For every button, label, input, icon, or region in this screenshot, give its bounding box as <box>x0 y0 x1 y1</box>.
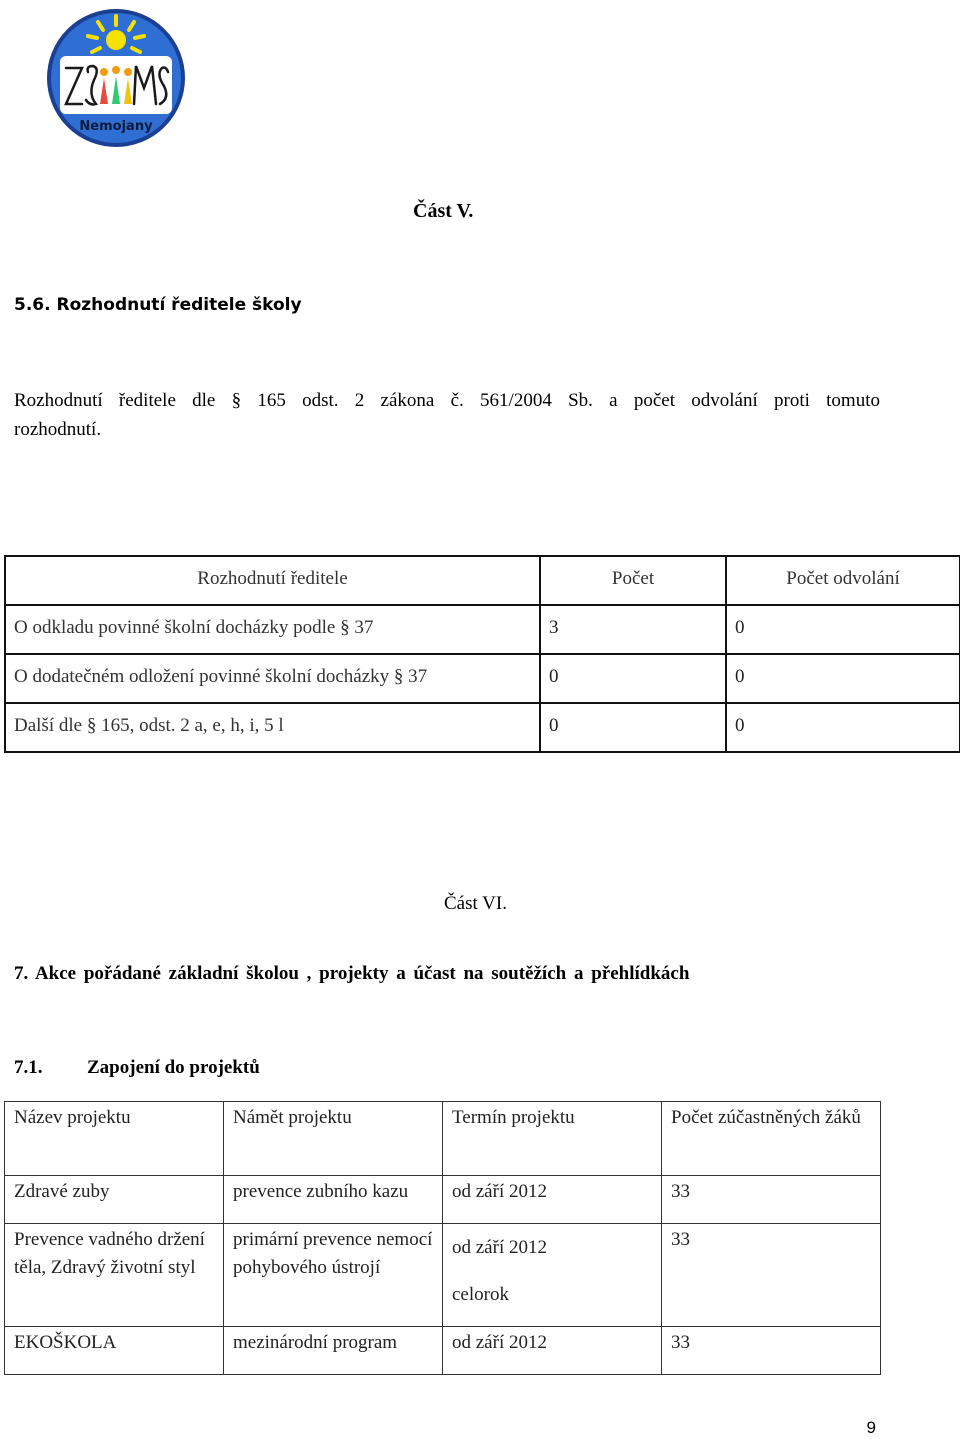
count-cell: 3 <box>540 605 726 654</box>
table-row <box>5 1176 881 1224</box>
section-7-1-title: Zapojení do projektů <box>87 1057 260 1078</box>
table-row <box>5 1224 881 1327</box>
project-theme-cell: primární prevence nemocí pohybového ústrojí <box>224 1224 443 1327</box>
paragraph-word: 2 <box>354 390 365 411</box>
project-name-cell: Prevence vadného držení těla, Zdravý životní styl <box>5 1224 224 1327</box>
project-term-cell: od září 2012 celorok <box>443 1224 662 1327</box>
decision-cell: Další dle § 165, odst. 2 a, e, h, i, 5 l <box>5 703 540 752</box>
decisions-table <box>4 555 960 753</box>
decision-paragraph <box>14 386 880 444</box>
paragraph-word: a <box>609 390 618 411</box>
header-project-name: Název projektu <box>5 1102 224 1176</box>
header-decision: Rozhodnutí ředitele <box>5 556 540 605</box>
section-7-1-number: 7.1. <box>14 1057 43 1078</box>
paragraph-word: zákona <box>380 390 435 411</box>
project-name-cell: Zdravé zuby <box>5 1176 224 1224</box>
table-row <box>5 703 960 752</box>
header-count: Počet <box>540 556 726 605</box>
paragraph-word: Rozhodnutí <box>14 390 103 411</box>
projects-table-header <box>5 1102 881 1176</box>
paragraph-word: ředitele <box>118 390 176 411</box>
appeals-cell: 0 <box>726 605 960 654</box>
header-participants: Počet zúčastněných žáků <box>662 1102 881 1176</box>
svg-text:Nemojany: Nemojany <box>79 119 153 134</box>
table-row <box>5 1327 881 1375</box>
header-project-term: Termín projektu <box>443 1102 662 1176</box>
decision-cell: O dodatečném odložení povinné školní docházky § 37 <box>5 654 540 703</box>
paragraph-word: dle <box>192 390 216 411</box>
paragraph-word: Sb. <box>568 390 593 411</box>
appeals-cell: 0 <box>726 703 960 752</box>
school-logo <box>46 8 186 148</box>
table-row <box>5 605 960 654</box>
count-cell: 0 <box>540 654 726 703</box>
paragraph-line-2: rozhodnutí. <box>14 419 102 440</box>
paragraph-word: tomuto <box>826 390 880 411</box>
paragraph-line-1 <box>14 386 880 415</box>
paragraph-word: odst. <box>302 390 339 411</box>
paragraph-word: 561/2004 <box>480 390 552 411</box>
page-number: 9 <box>866 1418 876 1437</box>
project-theme-cell: prevence zubního kazu <box>224 1176 443 1224</box>
part-6-title: Část VI. <box>444 893 507 914</box>
project-term-cell: od září 2012 <box>443 1327 662 1375</box>
decision-cell: O odkladu povinné školní docházky podle § 37 <box>5 605 540 654</box>
paragraph-word: počet <box>633 390 675 411</box>
count-cell: 0 <box>540 703 726 752</box>
project-theme-cell: mezinárodní program <box>224 1327 443 1375</box>
appeals-cell: 0 <box>726 654 960 703</box>
participants-cell: 33 <box>662 1327 881 1375</box>
header-project-theme: Námět projektu <box>224 1102 443 1176</box>
project-term-cell: od září 2012 <box>443 1176 662 1224</box>
paragraph-word: č. <box>450 390 464 411</box>
table-row <box>5 654 960 703</box>
participants-cell: 33 <box>662 1224 881 1327</box>
paragraph-word: § <box>231 390 242 411</box>
paragraph-word: proti <box>774 390 810 411</box>
decisions-table-header <box>5 556 960 605</box>
section-5-6-heading: 5.6. Rozhodnutí ředitele školy <box>14 295 302 315</box>
part-5-title: Část V. <box>413 200 474 222</box>
projects-table <box>4 1101 881 1375</box>
section-7-heading: 7. Akce pořádané základní školou , projekty a účast na soutěžích a přehlídkách <box>14 963 690 984</box>
project-name-cell: EKOŠKOLA <box>5 1327 224 1375</box>
paragraph-word: 165 <box>257 390 286 411</box>
participants-cell: 33 <box>662 1176 881 1224</box>
header-appeals: Počet odvolání <box>726 556 960 605</box>
paragraph-word: odvolání <box>691 390 758 411</box>
